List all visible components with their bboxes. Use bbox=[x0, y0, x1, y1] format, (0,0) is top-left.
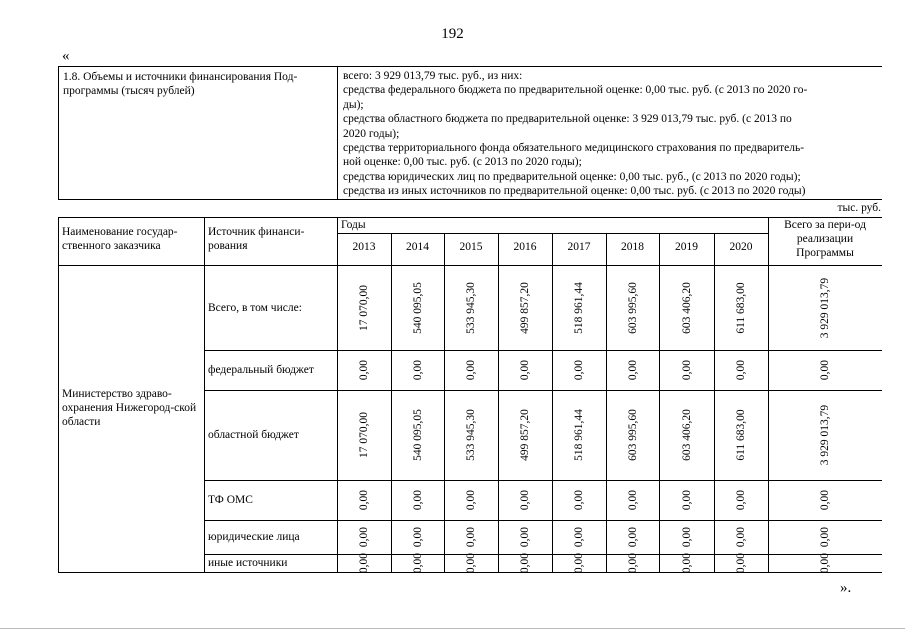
row-value: 533 945,30 bbox=[465, 281, 477, 334]
col-divider bbox=[498, 233, 499, 572]
financing-line: средства территориального фонда обязательного медицинского страхования по предваритель- bbox=[343, 142, 805, 155]
financing-line: ды); bbox=[343, 98, 364, 111]
row-value: 499 857,20 bbox=[519, 409, 531, 461]
header-year: 2020 bbox=[729, 241, 753, 253]
row-value: 0,00 bbox=[573, 526, 585, 548]
row-value: 0,00 bbox=[573, 359, 585, 381]
row-value: 0,00 bbox=[735, 526, 747, 548]
header-years-group: Годы bbox=[341, 219, 366, 231]
row-total: 3 929 013,79 bbox=[819, 277, 831, 338]
header-year: 2013 bbox=[352, 241, 376, 253]
col-divider bbox=[606, 233, 607, 572]
col-divider bbox=[659, 233, 660, 572]
row-value: 0,00 bbox=[626, 552, 639, 574]
row-source: иные источники bbox=[208, 557, 288, 569]
row-divider bbox=[204, 520, 882, 521]
row-value: 0,00 bbox=[573, 489, 585, 511]
row-source: областной бюджет bbox=[208, 429, 299, 441]
header-year: 2019 bbox=[675, 241, 698, 253]
row-value: 611 683,00 bbox=[735, 409, 747, 461]
header-year: 2015 bbox=[459, 241, 483, 253]
row-value: 0,00 bbox=[411, 489, 424, 511]
col-divider bbox=[552, 233, 553, 572]
row-value: 0,00 bbox=[680, 359, 693, 381]
page-number: 192 bbox=[441, 26, 464, 42]
row-value: 540 095,05 bbox=[411, 409, 424, 461]
row-value: 518 961,44 bbox=[573, 281, 585, 334]
financing-line: средства федерального бюджета по предварительной оценке: 0,00 тыс. руб. (с 2013 по 2020 го- bbox=[343, 84, 808, 97]
row-divider bbox=[204, 554, 882, 555]
header-divider bbox=[58, 265, 882, 266]
row-value: 0,00 bbox=[626, 526, 639, 548]
financing-line: средства областного бюджета по предварительной оценке: 3 929 013,79 тыс. руб. (с 2013 по bbox=[343, 113, 792, 126]
row-total: 0,00 bbox=[819, 359, 831, 381]
table-border-left bbox=[58, 217, 59, 572]
row-value: 611 683,00 bbox=[735, 281, 747, 334]
row-divider bbox=[204, 480, 882, 481]
row-value: 0,00 bbox=[680, 552, 693, 574]
financing-table bbox=[58, 217, 882, 572]
row-source: федеральный бюджет bbox=[208, 364, 314, 376]
row-value: 499 857,20 bbox=[519, 281, 531, 334]
row-value: 0,00 bbox=[626, 359, 639, 381]
header-year: 2017 bbox=[567, 241, 591, 253]
row-value: 0,00 bbox=[358, 489, 370, 511]
row-source: ТФ ОМС bbox=[208, 494, 253, 506]
row-divider bbox=[204, 350, 882, 351]
row-value: 0,00 bbox=[411, 359, 424, 381]
row-value: 0,00 bbox=[735, 489, 747, 511]
row-total: 3 929 013,79 bbox=[819, 404, 831, 466]
row-value: 0,00 bbox=[680, 526, 693, 548]
financing-line: всего: 3 929 013,79 тыс. руб., из них: bbox=[343, 70, 523, 82]
row-value: 0,00 bbox=[358, 552, 370, 574]
financing-summary-block bbox=[58, 66, 882, 200]
header-year: 2018 bbox=[621, 241, 644, 253]
row-divider bbox=[204, 390, 882, 391]
col-divider bbox=[337, 217, 338, 572]
row-value: 0,00 bbox=[358, 526, 370, 548]
row-value: 518 961,44 bbox=[573, 409, 585, 461]
row-value: 0,00 bbox=[465, 359, 477, 381]
row-value: 0,00 bbox=[465, 526, 477, 548]
section-title: 1.8. Объемы и источники финансирования Под-программы (тысяч рублей) bbox=[59, 67, 338, 199]
financing-line: средства юридических лиц по предварительной оценке: 0,00 тыс. руб., (с 2013 по 2020 годы); bbox=[343, 170, 801, 183]
row-value: 540 095,05 bbox=[411, 281, 424, 334]
row-value: 17 070,00 bbox=[358, 412, 370, 458]
row-value: 0,00 bbox=[411, 526, 424, 548]
header-year: 2016 bbox=[513, 241, 537, 253]
financing-lines bbox=[338, 67, 882, 199]
row-total: 0,00 bbox=[819, 489, 831, 511]
row-source: Всего, в том числе: bbox=[208, 301, 302, 314]
header-year: 2014 bbox=[406, 241, 429, 253]
row-value: 603 406,20 bbox=[680, 281, 693, 334]
header-customer: Наименование государ-ственного заказчика bbox=[62, 226, 178, 252]
row-value: 0,00 bbox=[465, 489, 477, 511]
row-total: 0,00 bbox=[819, 552, 831, 574]
row-value: 0,00 bbox=[735, 359, 747, 381]
col-divider bbox=[768, 217, 769, 572]
table-border-top bbox=[58, 217, 882, 218]
opening-quote: « bbox=[62, 48, 70, 64]
col-divider bbox=[204, 217, 205, 572]
row-value: 0,00 bbox=[411, 552, 424, 574]
row-total: 0,00 bbox=[819, 526, 831, 548]
row-value: 0,00 bbox=[519, 552, 531, 574]
units-label: тыс. руб. bbox=[837, 202, 881, 214]
row-value: 603 406,20 bbox=[680, 409, 693, 461]
row-value: 0,00 bbox=[735, 552, 747, 574]
row-source: юридические лица bbox=[208, 531, 300, 543]
col-divider bbox=[714, 233, 715, 572]
row-value: 0,00 bbox=[680, 489, 693, 511]
row-value: 0,00 bbox=[519, 489, 531, 511]
row-value: 533 945,30 bbox=[465, 409, 477, 461]
row-value: 17 070,00 bbox=[358, 284, 370, 331]
col-divider bbox=[391, 233, 392, 572]
row-value: 0,00 bbox=[626, 489, 639, 511]
scan-bottom-rule bbox=[0, 628, 905, 629]
row-value: 603 995,60 bbox=[626, 409, 639, 461]
financing-line: 2020 годы); bbox=[343, 127, 400, 140]
header-source: Источник финанси-рования bbox=[208, 226, 305, 252]
row-value: 0,00 bbox=[358, 359, 370, 381]
row-value: 0,00 bbox=[519, 359, 531, 381]
row-value: 0,00 bbox=[465, 552, 477, 574]
row-value: 0,00 bbox=[573, 552, 585, 574]
row-value: 0,00 bbox=[519, 526, 531, 548]
header-total: Всего за пери-од реализации Программы bbox=[784, 219, 866, 259]
customer-name: Министерство здраво-охранения Нижегород-ской области bbox=[62, 388, 197, 428]
closing-quote: ». bbox=[840, 580, 852, 596]
col-divider bbox=[444, 233, 445, 572]
row-value: 603 995,60 bbox=[626, 281, 639, 334]
financing-line: ной оценке: 0,00 тыс. руб. (с 2013 по 2020 годы); bbox=[343, 156, 582, 169]
financing-line: средства из иных источников по предварительной оценке: 0,00 тыс. руб. (с 2013 по 2020 годы) bbox=[343, 185, 806, 198]
